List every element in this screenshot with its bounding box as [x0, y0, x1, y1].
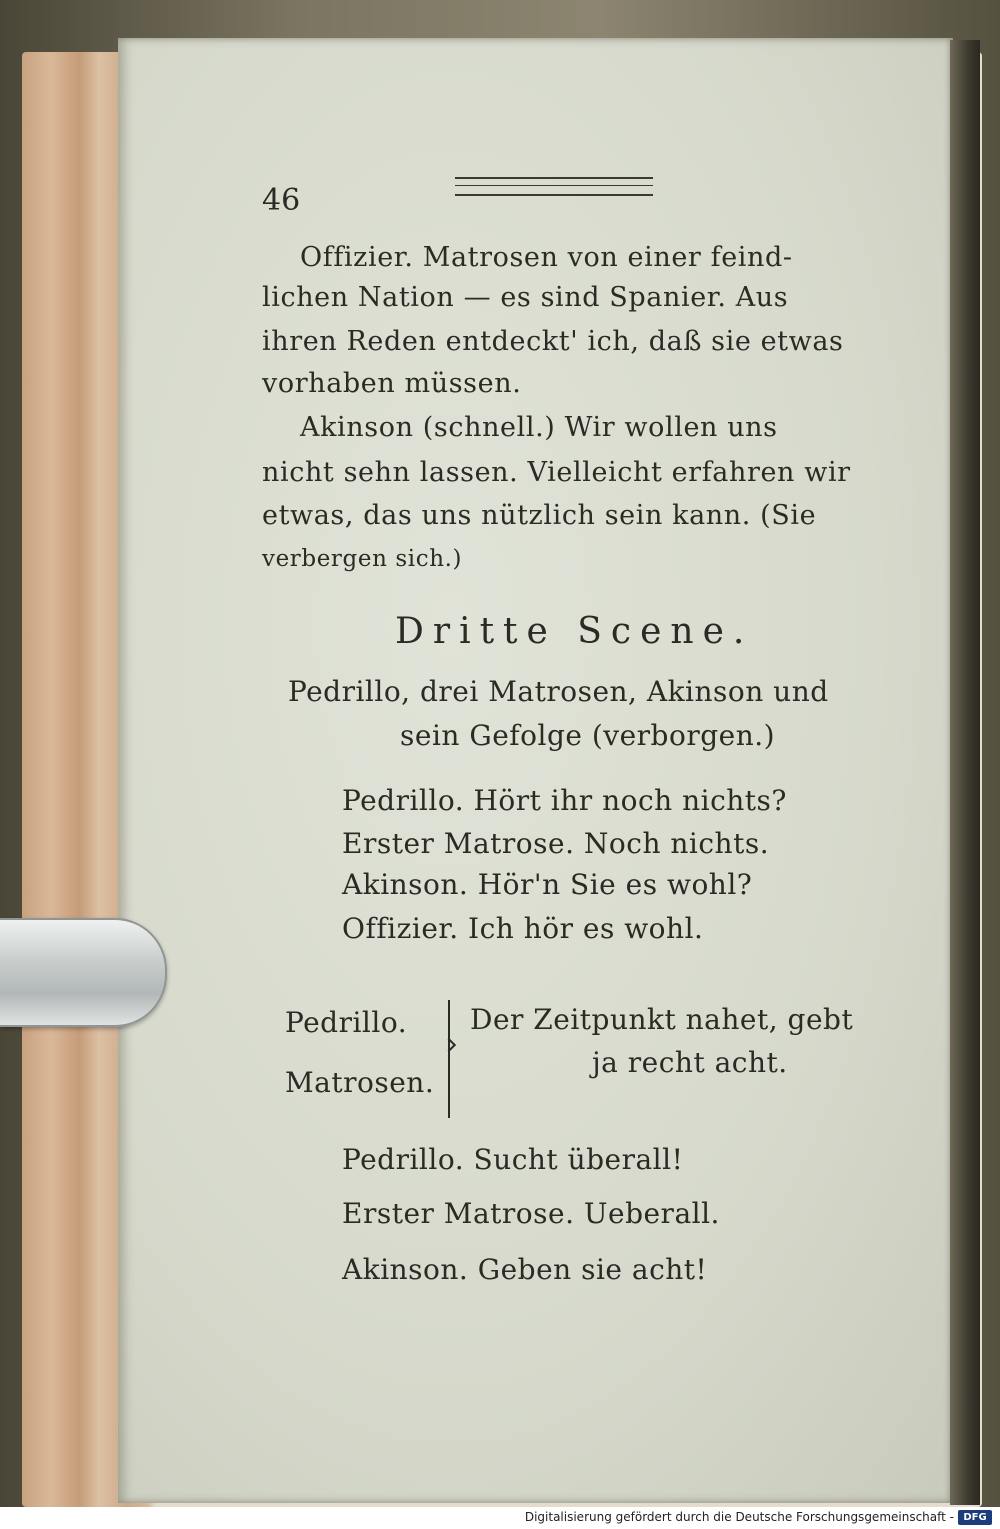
header-rule-bottom — [455, 194, 653, 196]
dfg-logo: DFG — [958, 1510, 992, 1525]
chorus-line: ja recht acht. — [592, 1046, 788, 1079]
cast-list: Pedrillo, drei Matrosen, Akinson und — [288, 675, 829, 708]
plastic-page-clip — [0, 918, 167, 1027]
footer-credit: Digitalisierung gefördert durch die Deutsche Forschungsgemeinschaft - — [524, 1510, 954, 1524]
footer-bar — [0, 1507, 1000, 1529]
text-line: Akinson (schnell.) Wir wollen uns — [300, 412, 778, 443]
dialogue-line: Akinson. Hör'n Sie es wohl? — [342, 868, 753, 901]
text-line: lichen Nation — es sind Spanier. Aus — [262, 282, 789, 313]
page-number: 46 — [262, 183, 301, 218]
dialogue-line: Offizier. Ich hör es wohl. — [342, 912, 704, 945]
chorus-speaker: Matrosen. — [285, 1066, 435, 1099]
dialogue-line: Erster Matrose. Noch nichts. — [342, 827, 770, 860]
text-line: nicht sehn lassen. Vielleicht erfahren wir — [262, 457, 851, 488]
text-line: vorhaben müssen. — [262, 368, 522, 399]
scene-heading: Dritte Scene. — [395, 611, 754, 652]
dialogue-line: Akinson. Geben sie acht! — [342, 1253, 708, 1286]
text-line: verbergen sich.) — [262, 546, 463, 572]
dialogue-line: Pedrillo. Hört ihr noch nichts? — [342, 784, 787, 817]
chorus-speaker: Pedrillo. — [285, 1006, 408, 1039]
dialogue-line: Erster Matrose. Ueberall. — [342, 1197, 720, 1230]
chorus-line: Der Zeitpunkt nahet, gebt — [470, 1003, 854, 1036]
text-line: Offizier. Matrosen von einer feind- — [300, 242, 793, 273]
header-rule-top — [455, 177, 653, 179]
page-gutter-shadow — [950, 40, 980, 1505]
chorus-brace — [448, 1000, 462, 1118]
text-line: ihren Reden entdeckt' ich, daß sie etwas — [262, 326, 844, 357]
text-line: etwas, das uns nützlich sein kann. (Sie — [262, 500, 817, 531]
header-rule-middle — [455, 185, 653, 186]
cast-list: sein Gefolge (verborgen.) — [400, 719, 776, 752]
dialogue-line: Pedrillo. Sucht überall! — [342, 1143, 684, 1176]
